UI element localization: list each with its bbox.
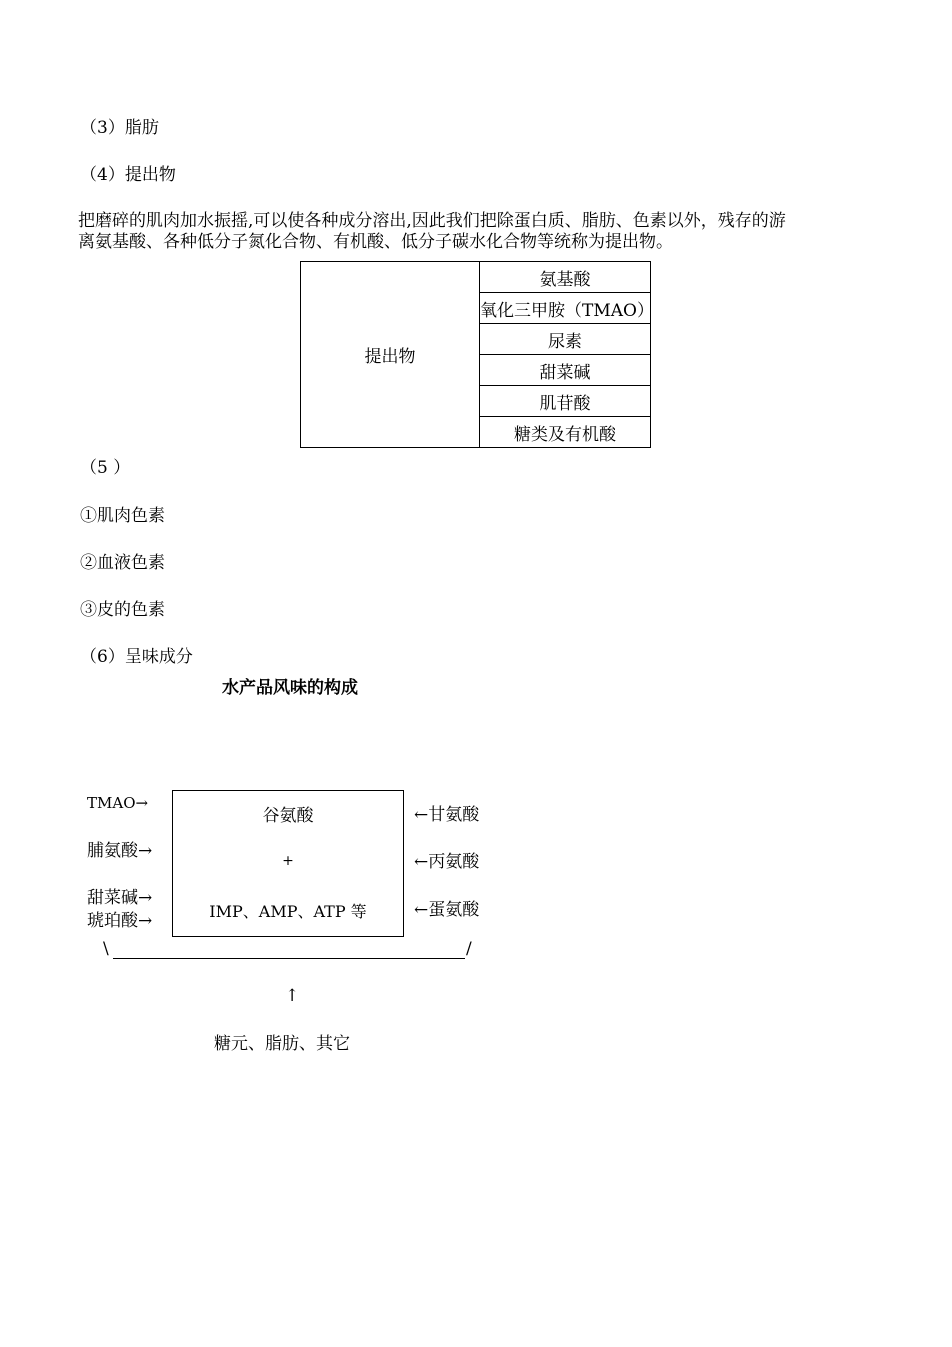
pigment-item: ①肌肉色素	[80, 506, 165, 526]
flavor-core-box	[172, 790, 404, 937]
extract-table-label: 提出物	[301, 262, 480, 448]
right-input: ←蛋氨酸	[414, 900, 480, 920]
paragraph-line-1: 把磨碎的肌肉加水振摇,可以使各种成分溶出,因此我们把除蛋白质、脂肪、色素以外，残存的游	[78, 211, 786, 231]
extract-table-item: 糖类及有机酸	[480, 417, 651, 448]
section-5-heading: （5 ）	[80, 458, 131, 478]
box-nucleotides: IMP、AMP、ATP 等	[209, 902, 367, 921]
up-arrow-icon: ↑	[285, 986, 300, 1006]
extract-table-item: 氧化三甲胺（TMAO）	[480, 293, 651, 324]
section-4-heading: （4）提出物	[80, 165, 176, 185]
left-input: 琥珀酸→	[87, 911, 153, 931]
left-input: 甜菜碱→	[87, 888, 153, 908]
left-input: TMAO→	[87, 794, 149, 812]
left-input: 脯氨酸→	[87, 841, 153, 861]
extract-table-item: 氨基酸	[480, 262, 651, 293]
right-input: ←甘氨酸	[414, 805, 480, 825]
extract-table-item: 尿素	[480, 324, 651, 355]
extract-table	[300, 261, 654, 448]
extract-paragraph	[78, 211, 888, 253]
box-plus: +	[282, 853, 294, 869]
right-slash: /	[466, 939, 472, 959]
flavor-diagram-title: 水产品风味的构成	[222, 678, 358, 698]
pigment-item: ③皮的色素	[80, 600, 165, 620]
pigment-item: ②血液色素	[80, 553, 165, 573]
extract-table-item: 肌苷酸	[480, 386, 651, 417]
right-input: ←丙氨酸	[414, 852, 480, 872]
bottom-source-label: 糖元、脂肪、其它	[214, 1034, 350, 1054]
section-6-heading: （6）呈味成分	[80, 647, 193, 667]
bracket-line	[113, 958, 465, 959]
box-glutamic-acid: 谷氨酸	[262, 806, 314, 826]
section-3-heading: （3）脂肪	[80, 118, 159, 138]
left-slash: \	[103, 939, 109, 959]
paragraph-line-2: 离氨基酸、各种低分子氮化合物、有机酸、低分子碳水化合物等统称为提出物。	[78, 232, 673, 252]
extract-table-item: 甜菜碱	[480, 355, 651, 386]
